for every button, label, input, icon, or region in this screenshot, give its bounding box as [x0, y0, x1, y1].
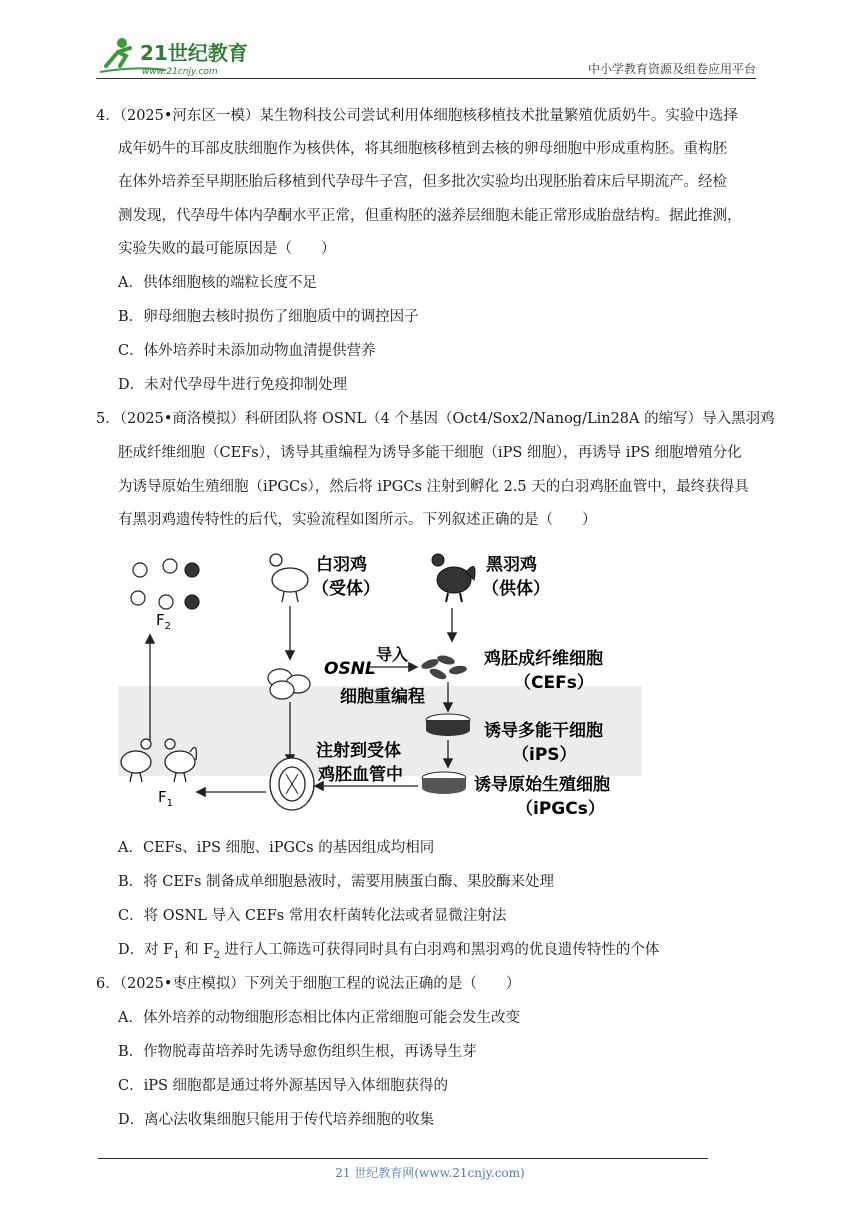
osnl-label: OSNL	[324, 659, 376, 679]
q5-option-c: C．将 OSNL 导入 CEFs 常用农杆菌转化法或者显微注射法	[118, 908, 507, 924]
ipgcs-abbr-label: （iPGCs）	[516, 799, 605, 819]
q4-option-c: C．体外培养时未添加动物血清提供营养	[118, 343, 376, 359]
footer-link[interactable]: 21 世纪教育网(www.21cnjy.com)	[335, 1166, 525, 1180]
q5-option-b: B．将 CEFs 制备成单细胞悬液时，需要用胰蛋白酶、果胶酶来处理	[118, 874, 555, 890]
cefs-cells-icon	[420, 654, 467, 682]
q5-line: 有黑羽鸡遗传特性的后代，实验流程如图所示。下列叙述正确的是（ ）	[118, 512, 597, 528]
experiment-flow-diagram	[118, 540, 642, 830]
inject-label-2: 鸡胚血管中	[318, 765, 403, 785]
q6-option-b: B．作物脱毒苗培养时先诱导愈伤组织生根，再诱导生芽	[118, 1044, 477, 1060]
embryo-egg-icon	[270, 758, 314, 810]
q4-option-b: B．卵母细胞去核时损伤了细胞质中的调控因子	[118, 309, 419, 325]
header-divider	[96, 78, 756, 79]
cefs-abbr-label: （CEFs）	[514, 673, 594, 693]
q5-line: 5．（2025•商洛模拟）科研团队将 OSNL（4 个基因（Oct4/Sox2/Nanog/Lin28A 的缩写）导入黑羽鸡	[96, 411, 775, 427]
q4-line: 4．（2025•河东区一模）某生物科技公司尝试利用体细胞核移植技术批量繁殖优质奶牛。实验中选择	[96, 108, 738, 124]
site-logo	[96, 36, 266, 78]
q6-option-c: C．iPS 细胞都是通过将外源基因导入体细胞获得的	[118, 1078, 449, 1094]
inject-label-1: 注射到受体	[316, 741, 401, 761]
ipgcs-dish-icon	[422, 772, 466, 794]
black-chicken-label: 黑羽鸡	[486, 555, 537, 575]
q5-option-a: A．CEFs、iPS 细胞、iPGCs 的基因组成均相同	[118, 840, 435, 856]
q4-option-a: A．供体细胞核的端粒长度不足	[118, 275, 317, 291]
white-chicken-icon	[270, 554, 308, 602]
q4-line: 测发现，代孕母牛体内孕酮水平正常，但重构胚的滋养层细胞未能正常形成胎盘结构。据此推测，	[118, 208, 742, 224]
reprogram-label: 细胞重编程	[340, 687, 425, 707]
donor-label: （供体）	[482, 579, 550, 599]
black-rooster-icon	[432, 554, 475, 602]
q5-option-d: D．对 $F_1$ 和 $F_2$ 进行人工筛选可获得同时具有白羽鸡和黑羽鸡的优良遗传特性的个体	[118, 942, 660, 961]
import-label: 导入	[376, 645, 409, 664]
svg-text:21世纪教育: 21世纪教育	[140, 41, 248, 65]
cefs-name-label: 鸡胚成纤维细胞	[484, 649, 603, 669]
q4-option-d: D．未对代孕母牛进行免疫抑制处理	[118, 377, 348, 393]
ips-dish-icon	[426, 714, 470, 736]
q6-option-a: A．体外培养的动物细胞形态相比体内正常细胞可能会发生改变	[118, 1010, 520, 1026]
white-chicken-label: 白羽鸡	[316, 555, 367, 575]
f2-chicks-icon	[131, 559, 199, 609]
platform-name: 中小学教育资源及组卷应用平台	[587, 62, 756, 76]
svg-text:www.21cnjy.com: www.21cnjy.com	[142, 67, 218, 77]
q5-line: 胚成纤维细胞（CEFs），诱导其重编程为诱导多能干细胞（iPS 细胞），再诱导 iPS 细胞增殖分化	[118, 445, 742, 461]
q6-option-d: D．离心法收集细胞只能用于传代培养细胞的收集	[118, 1112, 435, 1128]
q4-line: 实验失败的最可能原因是（ ）	[118, 241, 336, 257]
q4-line: 在体外培养至早期胚胎后移植到代孕母牛子宫，但多批次实验均出现胚胎着床后早期流产。经检	[118, 174, 727, 190]
ipgcs-name-label: 诱导原始生殖细胞	[474, 775, 610, 795]
f1-label: $F_1$	[158, 788, 174, 809]
q4-line: 成年奶牛的耳部皮肤细胞作为核供体，将其细胞核移植到去核的卵母细胞中形成重构胚。重构胚	[118, 141, 727, 157]
runner-logo-icon	[96, 36, 266, 78]
f2-label: $F_2$	[156, 611, 172, 632]
ips-abbr-label: （iPS）	[512, 745, 577, 765]
q6-line: 6．（2025•枣庄模拟）下列关于细胞工程的说法正确的是（ ）	[96, 976, 521, 992]
footer-divider	[98, 1158, 708, 1159]
recipient-label: （受体）	[312, 579, 380, 599]
q5-line: 为诱导原始生殖细胞（iPGCs），然后将 iPGCs 注射到孵化 2.5 天的白羽鸡胚血管中，最终获得具	[118, 479, 749, 495]
ips-name-label: 诱导多能干细胞	[484, 721, 603, 741]
